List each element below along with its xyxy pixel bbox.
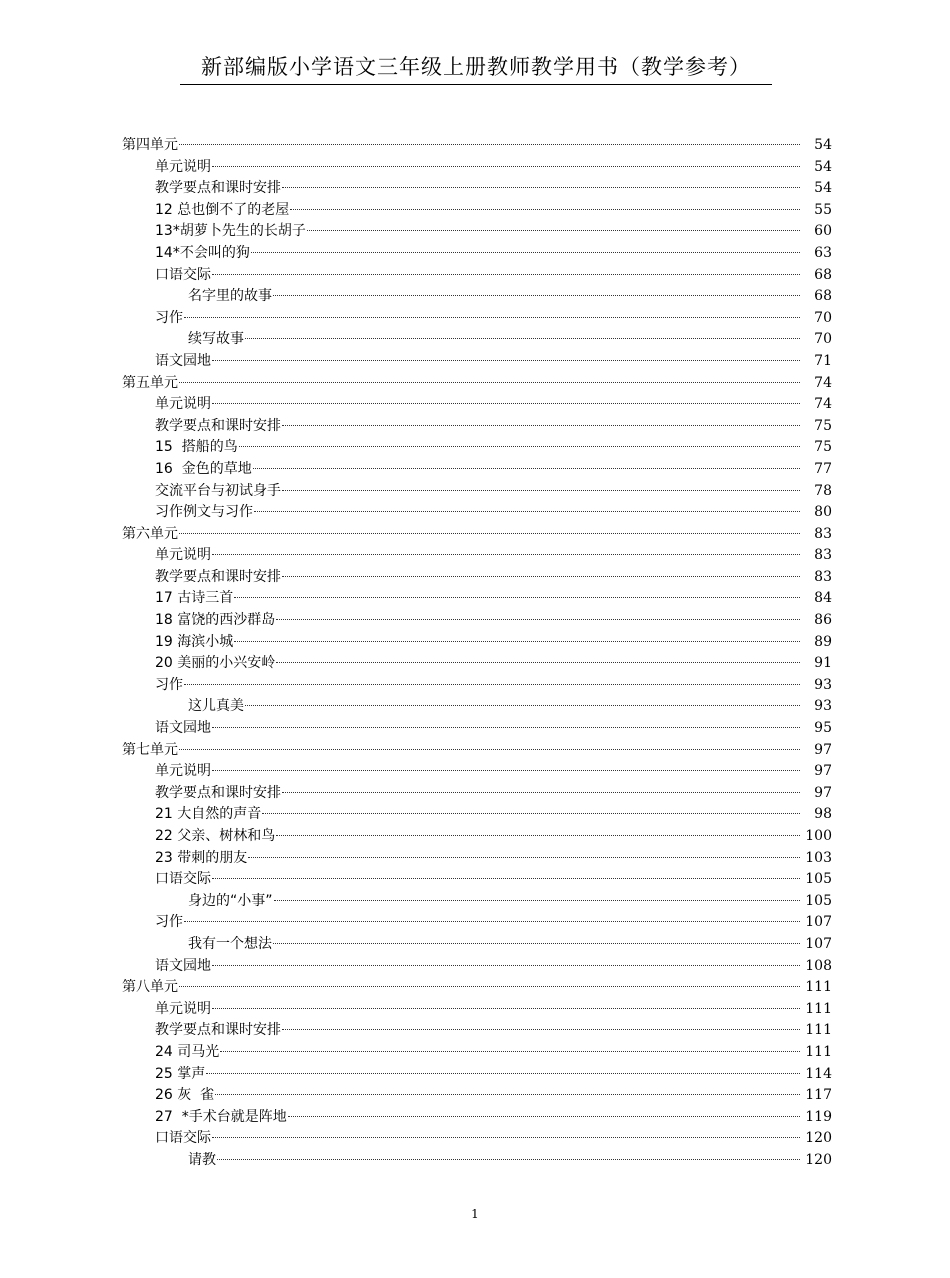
toc-unit-heading [122,373,832,395]
toc-entry-page: 89 [814,633,832,650]
toc-entry-label: 习作 [155,914,183,931]
toc-entry-page: 105 [805,892,832,909]
toc-entry-label: 单元说明 [155,547,211,564]
dot-leader [212,878,800,879]
dot-leader [282,187,800,188]
toc-entry [122,1042,832,1064]
toc-entry-page: 107 [805,935,832,952]
toc-entry-page: 93 [814,676,832,693]
toc-entry [122,1064,832,1086]
toc-entry-label: 第六单元 [122,525,178,542]
toc-entry-page: 71 [814,352,832,369]
toc-entry [122,1150,832,1172]
toc-entry-label: 口语交际 [155,266,211,283]
dot-leader [262,813,800,814]
toc-entry-label: 教学要点和课时安排 [155,180,281,197]
toc-entry-page: 83 [814,525,832,542]
toc-entry-label: 单元说明 [155,1000,211,1017]
toc-entry-label: 20 美丽的小兴安岭 [155,655,276,672]
dot-leader [282,1029,800,1030]
toc-entry [122,545,832,567]
toc-entry-page: 111 [805,1000,832,1017]
toc-entry-label: 语文园地 [155,957,211,974]
toc-entry-label: 教学要点和课时安排 [155,568,281,585]
toc-entry [122,157,832,179]
toc-entry [122,999,832,1021]
toc-entry [122,632,832,654]
toc-entry-label: 教学要点和课时安排 [155,1022,281,1039]
toc-entry-page: 70 [814,309,832,326]
toc-entry [122,200,832,222]
dot-leader [212,770,800,771]
toc-entry [122,481,832,503]
toc-entry-label: 18 富饶的西沙群岛 [155,612,276,629]
dot-leader [282,576,800,577]
toc-unit-heading [122,135,832,157]
toc-entry-page: 97 [814,763,832,780]
dot-leader [179,144,800,145]
toc-entry [122,761,832,783]
toc-entry-page: 63 [814,244,832,261]
toc-entry-page: 54 [814,158,832,175]
dot-leader [212,727,800,728]
toc-entry-label: 27 *手术台就是阵地 [155,1108,287,1125]
toc-entry-label: 续写故事 [188,331,244,348]
toc-entry-page: 78 [814,482,832,499]
dot-leader [254,511,800,512]
toc-entry-page: 54 [814,180,832,197]
toc-entry-label: 习作例文与习作 [155,504,253,521]
toc-entry-label: 第八单元 [122,979,178,996]
toc-entry-label: 语文园地 [155,352,211,369]
toc-entry-label: 习作 [155,676,183,693]
toc-entry [122,1107,832,1129]
toc-entry-label: 24 司马光 [155,1043,220,1060]
toc-entry-label: 14*不会叫的狗 [155,244,250,261]
toc-entry-label: 口语交际 [155,871,211,888]
dot-leader [179,382,800,383]
toc-entry-page: 70 [814,331,832,348]
toc-entry-page: 114 [805,1065,832,1082]
dot-leader [251,252,800,253]
toc-entry-page: 97 [814,741,832,758]
toc-entry-page: 84 [814,590,832,607]
toc-entry-label: 23 带刺的朋友 [155,849,248,866]
toc-entry-label: 名字里的故事 [188,288,272,305]
dot-leader [215,1094,800,1095]
toc-entry-label: 12 总也倒不了的老屋 [155,201,290,218]
toc-entry [122,869,832,891]
toc-entry-page: 95 [814,720,832,737]
toc-entry-page: 111 [805,1043,832,1060]
dot-leader [276,835,800,836]
toc-entry-label: 语文园地 [155,720,211,737]
toc-entry [122,588,832,610]
toc-entry-page: 80 [814,504,832,521]
dot-leader [234,641,800,642]
toc-entry [122,178,832,200]
dot-leader [179,986,800,987]
toc-entry [122,243,832,265]
toc-entry [122,1128,832,1150]
toc-entry-page: 97 [814,784,832,801]
toc-entry-page: 119 [805,1108,832,1125]
dot-leader [288,1116,800,1117]
dot-leader [212,965,800,966]
dot-leader [220,1051,800,1052]
toc-entry-page: 108 [805,957,832,974]
toc-entry-page: 111 [805,1022,832,1039]
toc-entry-label: 请教 [188,1151,216,1168]
dot-leader [290,209,800,210]
toc-entry-page: 60 [814,223,832,240]
dot-leader [206,1073,800,1074]
dot-leader [245,338,800,339]
toc-entry [122,934,832,956]
toc-entry-page: 83 [814,547,832,564]
toc-entry-label: 口语交际 [155,1130,211,1147]
dot-leader [212,554,800,555]
dot-leader [234,597,800,598]
toc-entry-page: 54 [814,137,832,153]
toc-unit-heading [122,740,832,762]
toc-entry-page: 117 [805,1087,832,1104]
toc-entry-label: 第五单元 [122,374,178,391]
dot-leader [184,317,800,318]
dot-leader [274,900,800,901]
dot-leader [248,857,800,858]
toc-entry-label: 单元说明 [155,763,211,780]
toc-entry [122,416,832,438]
toc-entry-page: 75 [814,417,832,434]
dot-leader [179,533,800,534]
toc-entry [122,675,832,697]
dot-leader [245,705,800,706]
toc-entry-page: 111 [805,979,832,996]
toc-entry [122,437,832,459]
dot-leader [184,921,800,922]
toc-entry [122,351,832,373]
toc-entry-label: 16 金色的草地 [155,460,252,477]
toc-entry-label: 15 搭船的鸟 [155,439,238,456]
dot-leader [273,295,800,296]
dot-leader [212,166,800,167]
toc-entry [122,286,832,308]
toc-entry [122,826,832,848]
toc-entry-page: 77 [814,460,832,477]
toc-entry-page: 74 [814,374,832,391]
toc-entry-page: 107 [805,914,832,931]
dot-leader [307,230,800,231]
dot-leader [282,425,800,426]
page-number: 1 [471,1207,479,1221]
toc-entry [122,567,832,589]
toc-entry-page: 75 [814,439,832,456]
dot-leader [212,274,800,275]
toc-entry-page: 86 [814,612,832,629]
toc-entry-page: 83 [814,568,832,585]
toc-entry-page: 74 [814,396,832,413]
toc-entry-label: 身边的“小事” [188,892,273,909]
toc-entry-label: 教学要点和课时安排 [155,784,281,801]
toc-entry [122,783,832,805]
toc-entry-page: 103 [805,849,832,866]
toc-entry [122,502,832,524]
toc-entry-label: 25 掌声 [155,1065,206,1082]
toc-entry [122,221,832,243]
dot-leader [273,943,800,944]
toc-entry [122,329,832,351]
toc-entry-page: 93 [814,698,832,715]
dot-leader [212,1137,800,1138]
toc-entry-page: 120 [805,1151,832,1168]
table-of-contents [122,135,832,1172]
toc-entry-page: 120 [805,1130,832,1147]
dot-leader [212,360,800,361]
toc-entry-label: 26 灰 雀 [155,1087,215,1104]
dot-leader [212,1008,800,1009]
toc-entry-label: 我有一个想法 [188,935,272,952]
toc-entry-page: 98 [814,806,832,823]
toc-entry [122,956,832,978]
dot-leader [184,684,800,685]
toc-entry [122,653,832,675]
toc-entry-page: 105 [805,871,832,888]
toc-entry-label: 13*胡萝卜先生的长胡子 [155,223,306,240]
dot-leader [239,446,800,447]
page-title: 新部编版小学语文三年级上册教师教学用书（教学参考） [180,50,772,85]
toc-entry-page: 55 [814,201,832,218]
dot-leader [276,662,800,663]
toc-entry-page: 100 [805,828,832,844]
dot-leader [212,403,800,404]
toc-entry-label: 教学要点和课时安排 [155,417,281,434]
toc-entry [122,912,832,934]
toc-entry-page: 68 [814,288,832,305]
toc-entry [122,848,832,870]
toc-entry-label: 习作 [155,309,183,326]
toc-entry-label: 17 古诗三首 [155,590,234,607]
toc-entry-label: 22 父亲、树林和鸟 [155,828,276,844]
toc-entry [122,1085,832,1107]
dot-leader [179,749,800,750]
toc-entry-page: 91 [814,655,832,672]
dot-leader [282,792,800,793]
toc-entry [122,696,832,718]
toc-entry-label: 第七单元 [122,741,178,758]
dot-leader [253,468,800,469]
toc-entry-label: 单元说明 [155,396,211,413]
dot-leader [276,619,800,620]
toc-entry-label: 单元说明 [155,158,211,175]
toc-entry [122,891,832,913]
toc-unit-heading [122,977,832,999]
toc-entry [122,610,832,632]
toc-entry-label: 这儿真美 [188,698,244,715]
toc-entry [122,308,832,330]
toc-entry [122,1020,832,1042]
toc-entry-label: 21 大自然的声音 [155,806,262,823]
toc-entry-label: 第四单元 [122,137,178,153]
toc-entry [122,459,832,481]
toc-entry-page: 68 [814,266,832,283]
dot-leader [217,1159,800,1160]
toc-unit-heading [122,524,832,546]
toc-entry [122,804,832,826]
toc-entry [122,265,832,287]
toc-entry [122,718,832,740]
toc-entry-label: 19 海滨小城 [155,633,234,650]
toc-entry-label: 交流平台与初试身手 [155,482,281,499]
toc-entry [122,394,832,416]
dot-leader [282,490,800,491]
